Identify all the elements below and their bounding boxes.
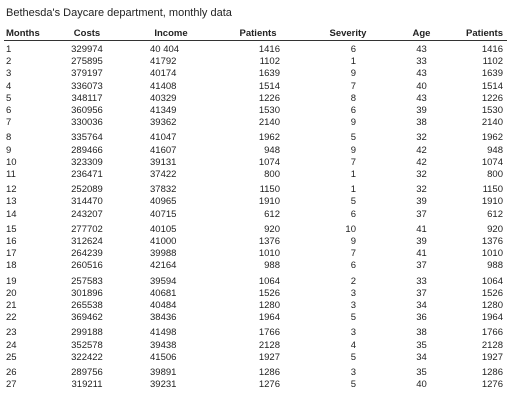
table-row [4,340,507,352]
cell-income: 41498 [150,327,177,339]
cell-severity: 5 [350,196,356,208]
cell-age: 41 [416,248,427,260]
cell-income: 39131 [150,156,177,168]
cell-month: 23 [6,327,17,339]
table-row [4,352,507,364]
cell-month: 27 [6,379,17,391]
cell-age: 37 [416,208,427,220]
cell-month: 8 [6,132,12,144]
header-row [4,26,507,41]
cell-costs: 289466 [71,144,103,156]
cell-severity: 3 [350,367,356,379]
cell-patients-repeat: 1286 [481,367,503,379]
cell-month: 7 [6,117,12,129]
cell-severity: 8 [350,92,356,104]
cell-patients: 1286 [258,367,280,379]
cell-patients: 1526 [258,287,280,299]
cell-income: 42164 [150,260,177,272]
cell-month: 3 [6,68,12,80]
table-row [4,105,507,117]
cell-patients: 920 [264,223,280,235]
cell-costs: 335764 [71,132,103,144]
table-row [4,379,507,391]
table-row [4,93,507,105]
cell-severity: 4 [350,339,356,351]
cell-age: 39 [416,236,427,248]
cell-age: 37 [416,287,427,299]
cell-month: 16 [6,236,17,248]
cell-age: 38 [416,327,427,339]
cell-month: 6 [6,105,12,117]
table-row [4,300,507,312]
table-row [4,364,507,379]
cell-patients: 1766 [258,327,280,339]
table-row [4,68,507,80]
cell-costs: 348117 [71,92,103,104]
cell-month: 25 [6,351,17,363]
cell-costs: 329974 [71,44,103,55]
cell-age: 37 [416,260,427,272]
cell-severity: 10 [345,223,356,235]
cell-severity: 1 [350,56,356,68]
cell-severity: 2 [350,275,356,287]
cell-patients: 1102 [259,56,280,68]
cell-patients-repeat: 1102 [482,56,503,68]
cell-patients-repeat: 2140 [481,117,503,129]
cell-costs: 277702 [71,223,103,235]
table-row [4,117,507,129]
cell-income: 39988 [150,248,177,260]
table-row [4,248,507,260]
cell-patients-repeat: 1064 [481,275,503,287]
cell-patients-repeat: 1910 [481,196,503,208]
cell-income: 41047 [150,132,177,144]
cell-patients-repeat: 2128 [481,339,503,351]
table-row [4,312,507,324]
cell-patients: 1910 [258,196,280,208]
cell-costs: 243207 [71,208,103,220]
cell-severity: 6 [350,105,356,117]
cell-month: 2 [6,56,12,68]
cell-month: 19 [6,275,17,287]
cell-income: 40329 [150,92,177,104]
cell-costs: 264239 [71,248,103,260]
column-header-severity: Severity [302,26,394,41]
cell-month: 11 [6,169,16,181]
cell-age: 39 [416,196,427,208]
cell-income: 39231 [150,379,177,391]
table-row [4,129,507,144]
cell-patients-repeat: 1276 [481,379,503,391]
cell-severity: 6 [350,208,356,220]
cell-age: 38 [416,117,427,129]
cell-patients-repeat: 1639 [481,68,503,80]
cell-age: 42 [416,156,427,168]
cell-patients-repeat: 1010 [481,248,503,260]
cell-costs: 299188 [71,327,103,339]
cell-costs: 312624 [71,236,103,248]
cell-patients-repeat: 1074 [481,156,503,168]
table-row [4,181,507,196]
cell-costs: 352578 [71,339,103,351]
cell-patients-repeat: 1927 [481,351,503,363]
table-row [4,145,507,157]
cell-patients: 2140 [258,117,280,129]
cell-severity: 5 [350,132,356,144]
cell-costs: 301896 [71,287,103,299]
cell-age: 34 [416,300,427,312]
cell-age: 40 [416,80,427,92]
cell-patients: 1962 [258,132,280,144]
cell-patients: 1150 [259,184,280,196]
cell-patients-repeat: 1150 [482,184,503,196]
cell-patients-repeat: 1226 [481,92,503,104]
cell-severity: 7 [350,248,356,260]
cell-patients: 1280 [258,300,280,312]
cell-income: 41506 [150,351,177,363]
cell-patients-repeat: 1962 [481,132,503,144]
cell-age: 35 [416,367,427,379]
cell-costs: 322422 [71,351,103,363]
cell-income: 37832 [150,184,177,196]
cell-severity: 3 [350,287,356,299]
cell-age: 32 [416,184,427,196]
cell-patients-repeat: 800 [487,169,503,181]
cell-income: 40681 [150,287,177,299]
cell-income: 37422 [150,169,177,181]
table-row [4,260,507,272]
cell-month: 5 [6,92,12,104]
cell-patients: 1416 [258,44,280,55]
cell-income: 41607 [150,144,177,156]
cell-patients: 2128 [258,339,280,351]
cell-patients-repeat: 920 [487,223,503,235]
table-row [4,273,507,288]
cell-patients-repeat: 1514 [481,80,503,92]
cell-patients-repeat: 948 [487,144,503,156]
cell-costs: 289756 [71,367,103,379]
cell-patients-repeat: 1964 [481,312,503,324]
cell-severity: 7 [350,80,356,92]
cell-age: 34 [416,351,427,363]
cell-month: 10 [6,156,17,168]
table-row [4,169,507,181]
cell-month: 18 [6,260,17,272]
cell-age: 33 [416,275,427,287]
table-row [4,236,507,248]
cell-income: 39438 [150,339,177,351]
cell-patients: 1074 [258,156,280,168]
cell-costs: 275895 [71,56,103,68]
table-row [4,288,507,300]
cell-age: 33 [416,56,427,68]
cell-patients: 1276 [258,379,280,391]
cell-severity: 5 [350,379,356,391]
cell-month: 20 [6,287,17,299]
cell-severity: 9 [350,68,356,80]
cell-costs: 265538 [71,300,103,312]
column-header-income: Income [128,26,214,41]
cell-patients-repeat: 988 [487,260,503,272]
cell-month: 24 [6,339,17,351]
cell-income: 40174 [150,68,177,80]
table-row [4,221,507,236]
column-header-patients-repeat: Patients [449,26,507,41]
column-header-months: Months [4,26,46,41]
cell-costs: 236471 [71,169,103,181]
cell-patients: 612 [264,208,280,220]
cell-age: 41 [416,223,427,235]
table-body [4,41,507,392]
table-row [4,196,507,208]
cell-costs: 252089 [71,184,103,196]
cell-age: 32 [416,169,427,181]
monthly-data-table [4,26,507,391]
cell-severity: 5 [350,312,356,324]
cell-age: 35 [416,339,427,351]
cell-income: 40965 [150,196,177,208]
cell-patients-repeat: 1526 [481,287,503,299]
cell-patients-repeat: 612 [487,208,503,220]
table-row [4,81,507,93]
cell-income: 41792 [150,56,177,68]
cell-costs: 330036 [71,117,103,129]
cell-age: 42 [416,144,427,156]
cell-month: 26 [6,367,17,379]
cell-severity: 1 [350,169,356,181]
cell-patients: 1376 [258,236,280,248]
cell-costs: 369462 [71,312,103,324]
cell-costs: 336073 [71,80,103,92]
cell-costs: 379197 [71,68,103,80]
cell-income: 40105 [150,223,177,235]
cell-age: 32 [416,132,427,144]
cell-income: 41408 [150,80,177,92]
cell-patients: 1064 [258,275,280,287]
cell-month: 21 [6,300,17,312]
cell-patients: 948 [264,144,280,156]
cell-income: 40 404 [150,44,180,55]
cell-patients-repeat: 1280 [481,300,503,312]
table-row [4,41,507,57]
table-row [4,56,507,68]
cell-age: 43 [416,44,427,55]
table-row [4,324,507,339]
cell-month: 12 [6,184,17,196]
column-header-costs: Costs [46,26,128,41]
cell-income: 39594 [150,275,177,287]
cell-month: 15 [6,223,17,235]
cell-severity: 9 [350,117,356,129]
cell-costs: 314470 [71,196,103,208]
cell-income: 39362 [150,117,177,129]
cell-income: 41349 [150,105,177,117]
cell-month: 17 [6,248,17,260]
cell-patients-repeat: 1376 [481,236,503,248]
cell-income: 40484 [150,300,177,312]
cell-age: 39 [416,105,427,117]
cell-severity: 9 [350,236,356,248]
cell-month: 14 [6,208,17,220]
cell-patients: 1514 [258,80,280,92]
cell-month: 22 [6,312,17,324]
cell-costs: 260516 [71,260,103,272]
cell-severity: 1 [350,184,356,196]
cell-age: 36 [416,312,427,324]
table-row [4,157,507,169]
cell-patients: 1964 [258,312,280,324]
cell-income: 40715 [150,208,177,220]
cell-costs: 257583 [71,275,103,287]
cell-severity: 5 [350,351,356,363]
cell-costs: 319211 [71,379,103,391]
cell-patients: 1010 [258,248,280,260]
cell-patients: 800 [264,169,280,181]
cell-age: 40 [416,379,427,391]
column-header-patients: Patients [214,26,302,41]
cell-income: 38436 [150,312,177,324]
column-header-age: Age [394,26,449,41]
cell-severity: 9 [350,144,356,156]
cell-patients-repeat: 1766 [481,327,503,339]
table-title: Bethesda's Daycare department, monthly data [6,7,232,19]
cell-month: 9 [6,144,12,156]
cell-income: 41000 [150,236,177,248]
cell-income: 39891 [150,367,177,379]
cell-patients: 1226 [258,92,280,104]
cell-severity: 3 [350,300,356,312]
cell-patients: 1927 [258,351,280,363]
cell-costs: 323309 [71,156,103,168]
cell-month: 1 [6,44,12,55]
cell-patients-repeat: 1530 [481,105,503,117]
cell-month: 4 [6,80,12,92]
cell-severity: 3 [350,327,356,339]
cell-costs: 360956 [71,105,103,117]
cell-patients: 1530 [258,105,280,117]
cell-patients: 1639 [258,68,280,80]
cell-patients-repeat: 1416 [481,44,503,55]
cell-month: 13 [6,196,17,208]
table-row [4,209,507,221]
cell-severity: 7 [350,156,356,168]
cell-severity: 6 [350,44,356,55]
cell-patients: 988 [264,260,280,272]
cell-age: 43 [416,68,427,80]
cell-age: 43 [416,92,427,104]
cell-severity: 6 [350,260,356,272]
